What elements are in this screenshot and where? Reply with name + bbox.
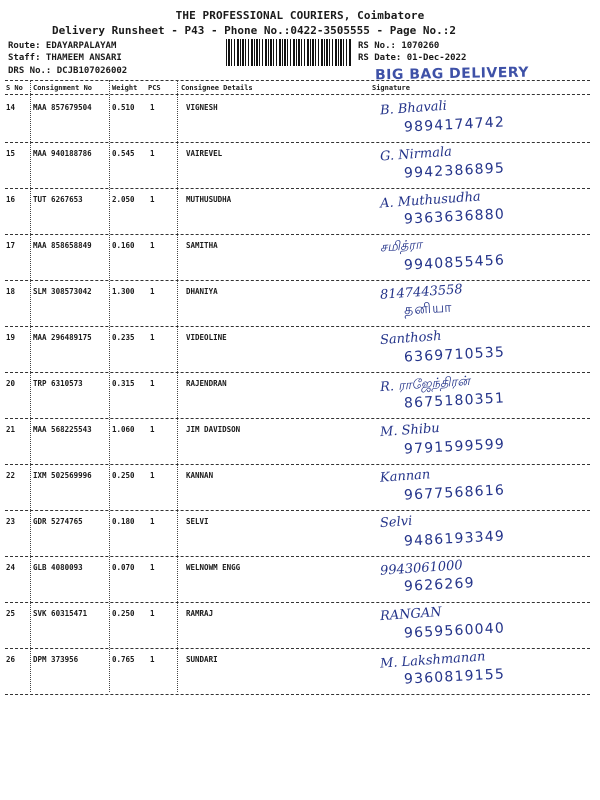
- staff-label: Staff: THAMEEM ANSARI: [8, 53, 122, 63]
- big-bag-delivery-stamp: BIG BAG DELIVERY: [374, 64, 530, 84]
- rs-date: RS Date: 01-Dec-2022: [358, 53, 467, 63]
- column-header-signature: Signature: [372, 84, 410, 92]
- cell-consignee: VIDEOLINE: [186, 333, 227, 342]
- signature-cell: [370, 419, 600, 465]
- cell-consignment-no: SLM 308573042: [33, 287, 92, 296]
- table-row: [0, 465, 600, 511]
- company-name: THE PROFESSIONAL COURIERS, Coimbatore: [175, 9, 425, 22]
- cell-sno: 14: [6, 103, 16, 112]
- table-row: [0, 603, 600, 649]
- handwritten-phone: 9791599599: [403, 436, 506, 458]
- signature-cell: [370, 143, 600, 189]
- cell-consignment-no: GLB 4080093: [33, 563, 83, 572]
- handwritten-phone: 9363636880: [403, 206, 506, 228]
- cell-consignee: KANNAN: [186, 471, 214, 480]
- cell-weight: 1.300: [112, 287, 135, 296]
- signature-cell: [370, 465, 600, 511]
- handwritten-signature: M. Lakshmanan: [379, 649, 486, 672]
- cell-consignment-no: DPM 373956: [33, 655, 79, 664]
- cell-pcs: 1: [150, 471, 155, 480]
- cell-consignee: WELNOWM ENGG: [186, 563, 241, 572]
- signature-cell: [370, 603, 600, 649]
- cell-consignee: SAMITHA: [186, 241, 218, 250]
- handwritten-phone: 9486193349: [403, 528, 506, 550]
- handwritten-phone: 9940855456: [403, 252, 506, 274]
- cell-weight: 0.160: [112, 241, 135, 250]
- table-row: [0, 235, 600, 281]
- cell-sno: 15: [6, 149, 16, 158]
- handwritten-phone: 6369710535: [403, 344, 506, 366]
- signature-cell: [370, 97, 600, 143]
- column-header-pcs: PCS: [148, 84, 161, 92]
- signature-cell: [370, 511, 600, 557]
- table-row: [0, 327, 600, 373]
- table-row: [0, 511, 600, 557]
- cell-sno: 25: [6, 609, 16, 618]
- table-row: [0, 97, 600, 143]
- table-row: [0, 373, 600, 419]
- column-header-weight: Weight: [112, 84, 138, 92]
- handwritten-phone: 9942386895: [403, 160, 506, 182]
- handwritten-phone: 9626269: [403, 575, 476, 595]
- cell-weight: 2.050: [112, 195, 135, 204]
- route-label: Route: EDAYARPALAYAM: [8, 41, 117, 51]
- cell-consignee: RAMRAJ: [186, 609, 214, 618]
- handwritten-phone: 9677568616: [403, 482, 506, 504]
- handwritten-signature: 8147443558: [379, 282, 464, 303]
- cell-pcs: 1: [150, 563, 155, 572]
- cell-consignment-no: GDR 5274765: [33, 517, 83, 526]
- cell-weight: 0.250: [112, 471, 135, 480]
- handwritten-signature: Kannan: [379, 467, 431, 486]
- barcode-image: [226, 39, 352, 66]
- table-top-rule: [5, 80, 590, 81]
- cell-weight: 0.180: [112, 517, 135, 526]
- cell-weight: 0.545: [112, 149, 135, 158]
- cell-weight: 1.060: [112, 425, 135, 434]
- handwritten-signature: B. Bhavali: [379, 98, 448, 119]
- cell-weight: 0.315: [112, 379, 135, 388]
- cell-pcs: 1: [150, 287, 155, 296]
- cell-sno: 16: [6, 195, 16, 204]
- cell-pcs: 1: [150, 103, 155, 112]
- handwritten-signature: Selvi: [379, 513, 413, 532]
- cell-consignment-no: MAA 858658849: [33, 241, 92, 250]
- handwritten-signature: சமித்ரா: [379, 237, 423, 256]
- handwritten-signature: G. Nirmala: [379, 144, 453, 165]
- cell-sno: 20: [6, 379, 16, 388]
- cell-consignee: DHANIYA: [186, 287, 218, 296]
- cell-sno: 26: [6, 655, 16, 664]
- table-row: [0, 143, 600, 189]
- table-row: [0, 419, 600, 465]
- cell-consignment-no: TRP 6310573: [33, 379, 83, 388]
- cell-consignee: VAIREVEL: [186, 149, 223, 158]
- cell-consignee: VIGNESH: [186, 103, 218, 112]
- drs-number: DRS No.: DCJB107026002: [8, 66, 128, 76]
- handwritten-signature: M. Shibu: [379, 420, 441, 441]
- handwritten-phone: 9894174742: [403, 114, 506, 136]
- cell-weight: 0.070: [112, 563, 135, 572]
- table-row: [0, 281, 600, 327]
- cell-consignment-no: MAA 296489175: [33, 333, 92, 342]
- cell-pcs: 1: [150, 149, 155, 158]
- cell-sno: 19: [6, 333, 16, 342]
- signature-cell: [370, 649, 600, 695]
- handwritten-phone: தனியா: [403, 299, 454, 319]
- cell-consignee: SUNDARI: [186, 655, 218, 664]
- column-header-consignee: Consignee Details: [181, 84, 253, 92]
- table-row: [0, 649, 600, 695]
- cell-consignee: MUTHUSUDHA: [186, 195, 232, 204]
- signature-cell: [370, 189, 600, 235]
- signature-cell: [370, 327, 600, 373]
- cell-consignee: SELVI: [186, 517, 209, 526]
- table-header-rule: [5, 94, 590, 95]
- cell-consignment-no: IXM 502569996: [33, 471, 92, 480]
- signature-cell: [370, 557, 600, 603]
- cell-consignee: JIM DAVIDSON: [186, 425, 241, 434]
- column-header-sno: S No: [6, 84, 23, 92]
- cell-pcs: 1: [150, 379, 155, 388]
- handwritten-signature: A. Muthusudha: [379, 189, 482, 212]
- handwritten-signature: Santhosh: [379, 328, 442, 349]
- handwritten-phone: 8675180351: [403, 390, 506, 412]
- cell-sno: 23: [6, 517, 16, 526]
- table-row: [0, 189, 600, 235]
- signature-cell: [370, 235, 600, 281]
- runsheet-title: Delivery Runsheet - P43 - Phone No.:0422-3505555 - Page No.:2: [52, 24, 456, 37]
- cell-consignment-no: MAA 857679504: [33, 103, 92, 112]
- cell-sno: 17: [6, 241, 16, 250]
- cell-consignment-no: TUT 6267653: [33, 195, 83, 204]
- handwritten-signature: R. ராஜேந்திரன்: [379, 373, 471, 396]
- cell-weight: 0.765: [112, 655, 135, 664]
- cell-consignee: RAJENDRAN: [186, 379, 227, 388]
- cell-pcs: 1: [150, 195, 155, 204]
- cell-pcs: 1: [150, 655, 155, 664]
- cell-sno: 21: [6, 425, 16, 434]
- cell-pcs: 1: [150, 517, 155, 526]
- cell-pcs: 1: [150, 241, 155, 250]
- handwritten-signature: 9943061000: [379, 558, 464, 579]
- handwritten-signature: RANGAN: [379, 604, 443, 625]
- cell-weight: 0.235: [112, 333, 135, 342]
- cell-consignment-no: MAA 940188786: [33, 149, 92, 158]
- cell-pcs: 1: [150, 609, 155, 618]
- signature-cell: [370, 373, 600, 419]
- cell-weight: 0.510: [112, 103, 135, 112]
- cell-consignment-no: SVK 60315471: [33, 609, 88, 618]
- handwritten-phone: 9360819155: [403, 666, 506, 688]
- cell-pcs: 1: [150, 425, 155, 434]
- column-header-consignment: Consignment No: [33, 84, 93, 92]
- cell-sno: 22: [6, 471, 16, 480]
- cell-consignment-no: MAA 568225543: [33, 425, 92, 434]
- signature-cell: [370, 281, 600, 327]
- cell-sno: 24: [6, 563, 16, 572]
- table-row: [0, 557, 600, 603]
- cell-pcs: 1: [150, 333, 155, 342]
- rs-number: RS No.: 1070260: [358, 41, 440, 51]
- handwritten-phone: 9659560040: [403, 620, 506, 642]
- cell-weight: 0.250: [112, 609, 135, 618]
- cell-sno: 18: [6, 287, 16, 296]
- row-separator: [5, 694, 590, 695]
